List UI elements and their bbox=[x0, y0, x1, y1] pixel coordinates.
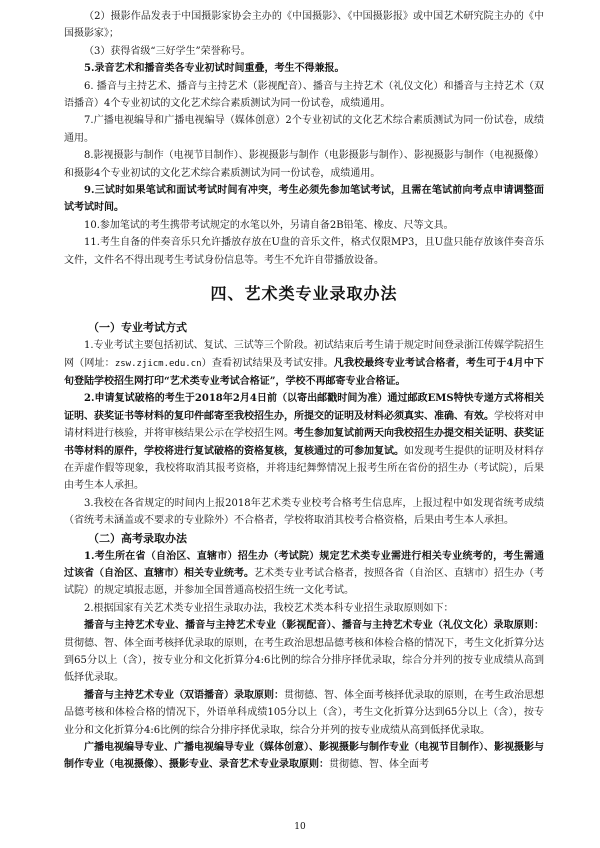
text-segment: 如发现考生提供的证明及材料存在弄虚作假等现象，我校将取消其报考资格，并将违纪舞弊情况上报考生所在省份的招生办（考试院），后果由考生本人承担。 bbox=[64, 445, 544, 492]
text-segment: 学校将对申请材料进行核验，并将审核结果公示在学校招生网。 bbox=[64, 410, 544, 440]
text-segment-bold: 1.考生所在省（自治区、直辖市）招生办（考试院）规定艺术类专业需进行相关专业统考的，考生需通过该省（自治区、直辖市）相关专业统考。 bbox=[64, 550, 544, 579]
text-segment: 贯彻德、智、体全面考核择优录取的原则，在考生政治思想品德考核和体检合格的情况下，外语单科成绩105分以上（含），考生文化折算分达到65分以上（含），按专业分和文化折算分4:6比例的综合分排序择优录取，综合分并列的按专业成绩从高到低择优录取。 bbox=[64, 689, 544, 736]
paragraph-directing-principle bbox=[64, 739, 544, 774]
subsection-heading-2: （二）高考录取办法 bbox=[88, 531, 187, 545]
text-segment: 贯彻德、智、体全面考核择优录取的原则，在考生政治思想品德考核和体检合格的情况下，考生文化折算分达到65分以上（含），按专业分和文化折算分4:6比例的综合分排序择优录取，综合分并列的按专业成绩从高到低择优录取。 bbox=[64, 637, 544, 684]
paragraph-broadcasting-principle bbox=[64, 617, 544, 687]
list-item-2: （2）摄影作品发表于中国摄影家协会主办的《中国摄影》、《中国摄影报》或中国艺术研究院主办的《中国摄影家》； bbox=[64, 11, 544, 40]
paragraph-admission-principles: 2.根据国家有关艺术类专业招生录取办法，我校艺术类本科专业招生录取原则如下： bbox=[84, 602, 454, 614]
text-segment-bold: 凡我校最终专业考试合格者，考生可于4月中下旬登陆学校招生网打印“艺术类专业考试合格证”，学校不再邮寄专业合格证。 bbox=[64, 357, 545, 387]
document-page bbox=[64, 8, 544, 774]
list-item-3: （3）获得省级“三好学生”荣誉称号。 bbox=[84, 45, 251, 57]
website-url: zsw.zjicm.edu.cn bbox=[114, 358, 202, 369]
text-segment: ）查看初试结果及考试安排。 bbox=[201, 357, 334, 369]
paragraph-retest-application bbox=[64, 390, 544, 494]
text-segment-bold: 播音与主持艺术专业、播音与主持艺术专业（影视配音）、播音与主持艺术专业（礼仪文化）录取原则： bbox=[84, 620, 544, 632]
text-segment-bold: 播音与主持艺术专业（双语播音）录取原则： bbox=[84, 689, 284, 701]
rule-8: 8.影视摄影与制作（电视节目制作）、影视摄影与制作（电影摄影与制作）、影视摄影与制作（电视摄像）和摄影4个专业初试的文化艺术综合素质测试为同一份试卷，成绩通用。 bbox=[64, 150, 544, 179]
text-segment-bold: 2.申请复试破格的考生于2018年2月4日前（以寄出邮戳时间为准）通过邮政EMS特快专递方式将相关证明、获奖证书等材料的复印件邮寄至我校招生办，所提交的证明及材料必须真实、准确、有效。 bbox=[64, 393, 544, 422]
paragraph-bilingual-principle bbox=[64, 687, 544, 739]
text-segment: 艺术类专业考试合格者，按照各省（自治区、直辖市）招生办（考试院）的规定填报志愿，并参加全国普通高校招生统一文化考试。 bbox=[64, 567, 544, 597]
text-segment-bold: 考生参加复试前两天向我校招生办提交相关证明、获奖证书等材料的原件，学校将进行复试破格的资格复核，复核通过的可参加复试。 bbox=[64, 428, 544, 457]
rule-6: 6. 播音与主持艺术、播音与主持艺术（影视配音）、播音与主持艺术（礼仪文化）和播音与主持艺术（双语播音）4个专业初试的文化艺术综合素质测试为同一份试卷，成绩通用。 bbox=[64, 80, 544, 110]
section-title: 四、艺术类专业录取办法 bbox=[210, 284, 398, 304]
text-segment-bold: 广播电视编导专业、广播电视编导专业（媒体创意）、影视摄影与制作专业（电视节目制作）、影视摄影与制作专业（电视摄像）、摄影专业、录音艺术专业录取原则： bbox=[64, 742, 544, 771]
paragraph-provincial-exam bbox=[64, 548, 544, 600]
subsection-heading-1: （一）专业考试方式 bbox=[88, 321, 187, 335]
page-number: 10 bbox=[294, 822, 306, 832]
rule-11: 11.考生自备的伴奏音乐只允许播放存放在U盘的音乐文件，格式仅限MP3，且U盘只能存放该伴奏音乐文件，文件名不得出现考生考试身份信息等。考生不允许自带播放设备。 bbox=[64, 237, 544, 266]
text-segment: 1.专业考试主要包括初试、复试、三试等三个阶段。初试结束后考生请于规定时间登录浙江传媒学院招生网（网址： bbox=[64, 340, 544, 369]
paragraph-exam-stages bbox=[64, 337, 544, 390]
paragraph-qualification-report: 3.我校在各省规定的时间内上报2018年艺术类专业校考合格考生信息库，上报过程中如发现省统考成绩（省统考未涵盖或不要求的专业除外）不合格者，学校将取消其校考合格资格，后果由考生本人承担。 bbox=[64, 497, 544, 527]
rule-5: 5.录音艺术和播音类各专业初试时间重叠，考生不得兼报。 bbox=[84, 63, 345, 75]
rule-10: 10.参加笔试的考生携带考试规定的水笔以外，另请自备2B铅笔、橡皮、尺等文具。 bbox=[84, 219, 454, 231]
rule-7: 7.广播电视编导和广播电视编导（媒体创意）2个专业初试的文化艺术综合素质测试为同一份试卷，成绩通用。 bbox=[64, 115, 544, 144]
rule-9: 9.三试时如果笔试和面试考试时间有冲突，考生必须先参加笔试考试，且需在笔试前向考点申请调整面试考试时间。 bbox=[64, 185, 544, 214]
text-segment: 贯彻德、智、体全面考 bbox=[329, 759, 429, 771]
